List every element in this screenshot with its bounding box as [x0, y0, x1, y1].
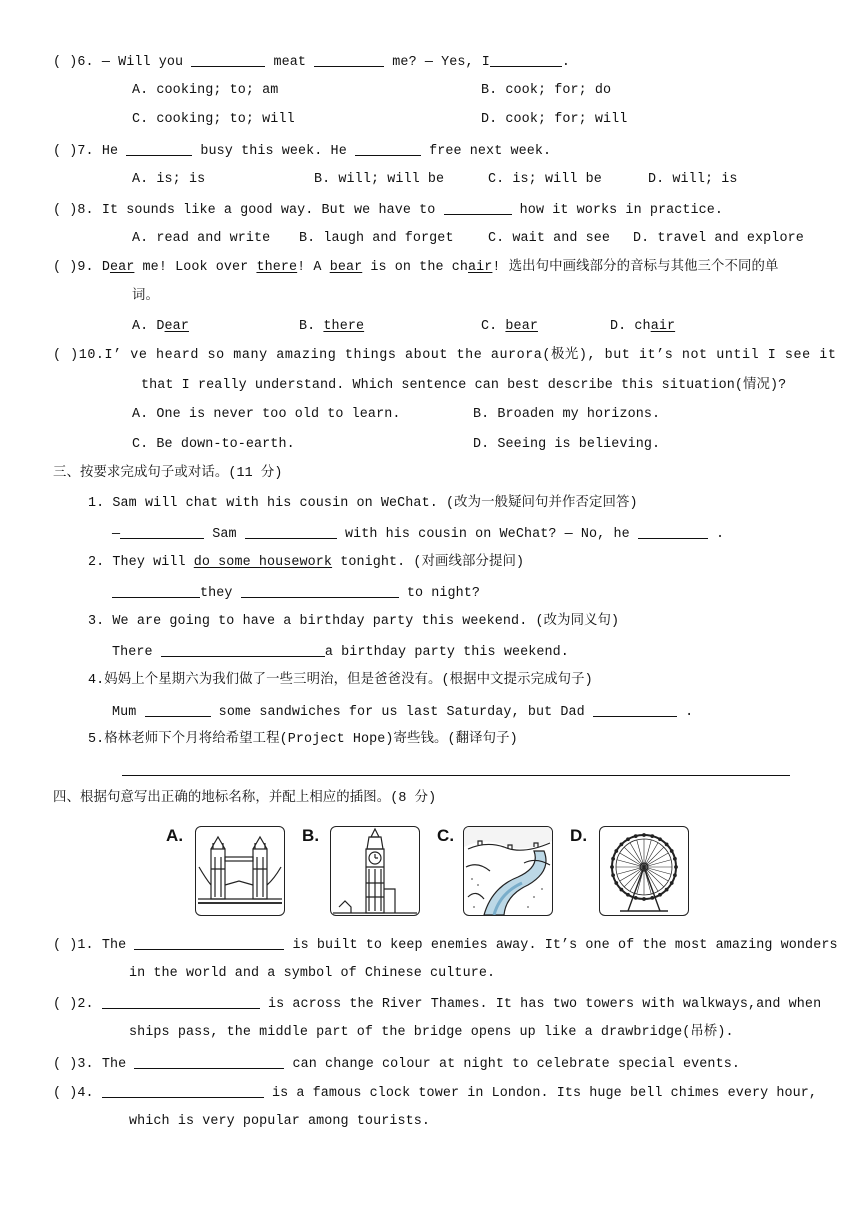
- option-d: D. cook; for; will: [481, 112, 628, 127]
- answer-paren[interactable]: ( ): [53, 997, 78, 1012]
- blank[interactable]: [638, 524, 708, 539]
- blank[interactable]: [314, 52, 384, 67]
- sentence-1-answer: — Sam with his cousin on WeChat? — No, he .: [112, 524, 724, 544]
- landmark-question-4-continuation: which is very popular among tourists.: [129, 1114, 431, 1129]
- blank[interactable]: [112, 583, 200, 598]
- option-b: B. there: [299, 319, 365, 334]
- blank[interactable]: [161, 642, 325, 657]
- answer-paren[interactable]: ( ): [53, 55, 78, 70]
- picture-label-b: B.: [302, 826, 320, 845]
- option-d: D. will; is: [648, 172, 738, 187]
- blank[interactable]: [102, 1083, 264, 1098]
- question-9: ( )9. Dear me! Look over there! A bear is on the chair! 选出句中画线部分的音标与其他三个不同的单: [53, 260, 779, 275]
- london-eye-icon: [600, 827, 688, 915]
- landmark-question-1-continuation: in the world and a symbol of Chinese culture.: [129, 966, 496, 981]
- sentence-4: 4.妈妈上个星期六为我们做了一些三明治，但是爸爸没有。(根据中文提示完成句子): [88, 673, 593, 688]
- blank[interactable]: [191, 52, 265, 67]
- sentence-2-answer: they to night?: [112, 583, 480, 603]
- option-b: B. Broaden my horizons.: [473, 407, 661, 422]
- option-d: D. chair: [610, 319, 676, 334]
- great-wall-icon: [464, 827, 552, 915]
- blank[interactable]: [241, 583, 399, 598]
- picture-label-c: C.: [437, 826, 455, 845]
- option-c: C. Be down-to-earth.: [132, 437, 295, 452]
- option-a: A. cooking; to; am: [132, 83, 279, 98]
- sentence-2: 2. They will do some housework tonight. (对画线部分提问): [88, 555, 525, 570]
- blank[interactable]: [134, 1054, 284, 1069]
- translation-answer-line[interactable]: [122, 775, 790, 776]
- blank[interactable]: [355, 141, 421, 156]
- option-d: D. Seeing is believing.: [473, 437, 661, 452]
- blank[interactable]: [444, 200, 512, 215]
- section-4-title: 四、根据句意写出正确的地标名称，并配上相应的插图。(8 分): [53, 791, 437, 806]
- big-ben-icon: [331, 827, 419, 915]
- tower-bridge-icon: [196, 827, 284, 915]
- option-a: A. Dear: [132, 319, 189, 334]
- question-7: ( )7. He busy this week. He free next week.: [53, 141, 551, 161]
- sentence-3: 3. We are going to have a birthday party this weekend. (改为同义句): [88, 614, 620, 629]
- question-10: ( )10.I’ ve heard so many amazing things about the aurora(极光), but it’s not until I see it: [53, 348, 837, 363]
- option-b: B. will; will be: [314, 172, 445, 187]
- option-b: B. cook; for; do: [481, 83, 612, 98]
- option-c: C. bear: [481, 319, 538, 334]
- blank[interactable]: [145, 702, 211, 717]
- blank[interactable]: [593, 702, 677, 717]
- sentence-5: 5.格林老师下个月将给希望工程(Project Hope)寄些钱。(翻译句子): [88, 732, 518, 747]
- answer-paren[interactable]: ( ): [53, 1086, 78, 1101]
- picture-label-a: A.: [166, 826, 184, 845]
- option-a: A. One is never too old to learn.: [132, 407, 401, 422]
- london-eye-picture: [599, 826, 689, 916]
- blank[interactable]: [490, 52, 562, 67]
- answer-paren[interactable]: ( ): [53, 348, 79, 363]
- landmark-question-4: ( )4. is a famous clock tower in London. Its huge bell chimes every hour,: [53, 1083, 817, 1103]
- blank[interactable]: [120, 524, 204, 539]
- sentence-3-answer: There a birthday party this weekend.: [112, 642, 569, 662]
- answer-paren[interactable]: ( ): [53, 260, 78, 275]
- option-d: D. travel and explore: [633, 231, 804, 246]
- option-b: B. laugh and forget: [299, 231, 454, 246]
- answer-paren[interactable]: ( ): [53, 938, 78, 953]
- landmark-question-2-continuation: ships pass, the middle part of the bridge opens up like a drawbridge(吊桥).: [129, 1025, 734, 1040]
- blank[interactable]: [102, 994, 260, 1009]
- sentence-4-answer: Mum some sandwiches for us last Saturday, but Dad .: [112, 702, 693, 722]
- section-3-title: 三、按要求完成句子或对话。(11 分): [53, 466, 283, 481]
- landmark-question-3: ( )3. The can change colour at night to celebrate special events.: [53, 1054, 740, 1074]
- landmark-question-1: ( )1. The is built to keep enemies away. It’s one of the most amazing wonders: [53, 935, 838, 955]
- answer-paren[interactable]: ( ): [53, 203, 78, 218]
- blank[interactable]: [134, 935, 284, 950]
- picture-label-d: D.: [570, 826, 588, 845]
- question-6: ( )6. — Will you meat me? — Yes, I .: [53, 52, 570, 72]
- answer-paren[interactable]: ( ): [53, 1057, 78, 1072]
- option-c: C. cooking; to; will: [132, 112, 295, 127]
- answer-paren[interactable]: ( ): [53, 144, 78, 159]
- option-a: A. is; is: [132, 172, 206, 187]
- big-ben-picture: [330, 826, 420, 916]
- tower-bridge-picture: [195, 826, 285, 916]
- landmark-question-2: ( )2. is across the River Thames. It has two towers with walkways,and when: [53, 994, 821, 1014]
- option-a: A. read and write: [132, 231, 271, 246]
- option-c: C. is; will be: [488, 172, 602, 187]
- option-c: C. wait and see: [488, 231, 611, 246]
- sentence-1: 1. Sam will chat with his cousin on WeChat. (改为一般疑问句并作否定回答): [88, 496, 638, 511]
- great-wall-picture: [463, 826, 553, 916]
- question-9-continuation: 词。: [132, 289, 159, 304]
- blank[interactable]: [245, 524, 337, 539]
- question-8: ( )8. It sounds like a good way. But we have to how it works in practice.: [53, 200, 723, 220]
- question-10-continuation: that I really understand. Which sentence can best describe this situation(情况)?: [141, 378, 787, 393]
- blank[interactable]: [126, 141, 192, 156]
